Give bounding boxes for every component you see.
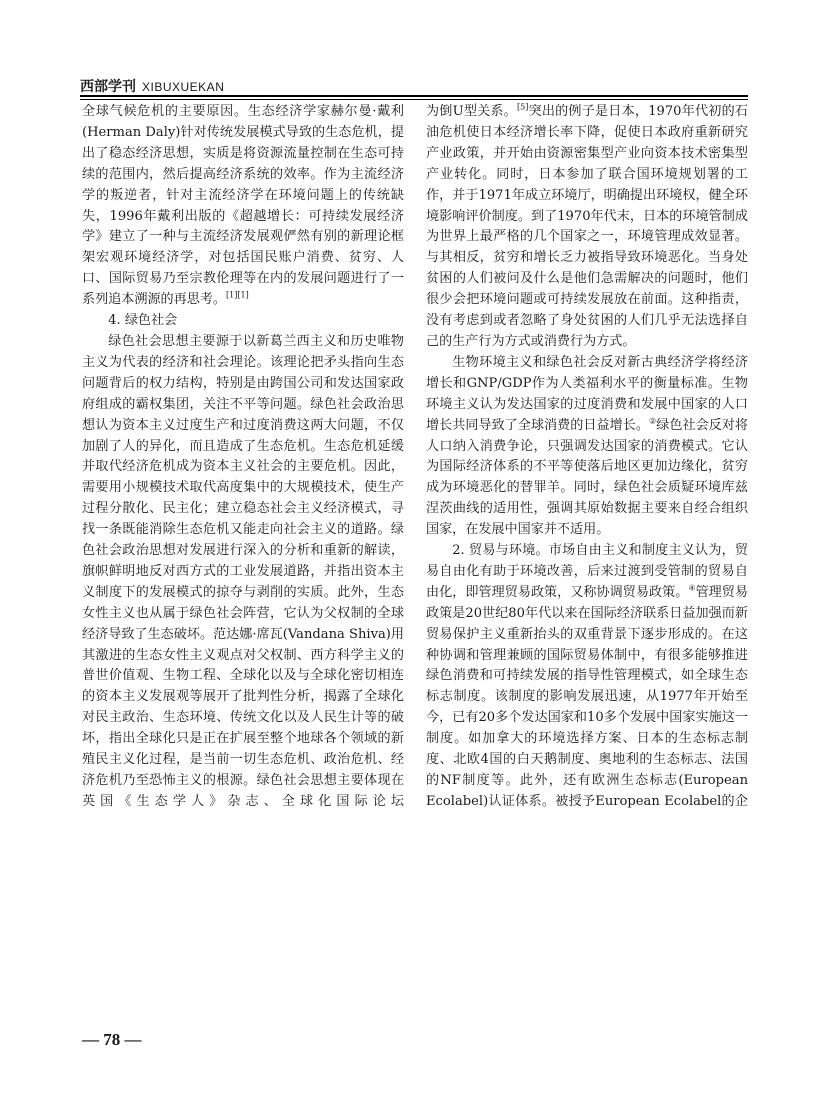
paragraph-text: 突出的例子是日本，1970年代初的石油危机使日本经济增长率下降，促使日本政府重新研究产业政策，并开始由资源密集型产业向资本技术密集型产业转化。同时，日本参加了联合国环境规划署的工作，并于1971年成立环境厅，明确提出环境权，健全环境影响评价制度。到了1970年代末，日本的环境管制成为世界上最严格的几个国家之一，环境管理成效显著。与其相反，贫穷和增长乏力被指导致环境恶化。当身处贫困的人们被问及什么是他们急需解决的问题时，他们很少会把环境问题或可持续发展放在前面。这种指责，没有考虑到或者忽略了身处贫困的人们几乎无法选择自己的生产行为方式或消费行为方式。 [426,104,748,349]
citation-marker: ② [649,416,657,426]
journal-title-pinyin: XIBUXUEKAN [142,80,225,94]
paragraph [82,332,404,812]
left-column [82,102,404,812]
paragraph-text: 生物环境主义和绿色社会反对新古典经济学将经济增长和GNP/GDP作为人类福利水平的衡量标准。生物环境主义认为发达国家的过度消费和发展中国家的人口增长共同导致了全球消费的日益增长。 [426,354,748,433]
right-column [426,102,748,812]
section-heading: 4. 绿色社会 [108,313,178,329]
paragraph [82,102,404,311]
paragraph-text: 为倒U型关系。 [426,104,517,119]
paragraph-text: 管理贸易政策是20世纪80年代以来在国际经济联系日益加强而新贸易保护主义重新抬头的双重背景下逐步形成的。在这种协调和管理兼顾的国际贸易体制中，有很多能够推进绿色消费和可持续发展的指导性管理模式，如全球生态标志制度。该制度的影响发展迅速，从1977年开始至今，已有20多个发达国家和10多个发展中国家实施这一制度。如加拿大的环境选择方案、日本的生态标志制度、北欧4国的白天鹅制度、奥地利的生态标志、法国的NF制度等。此外，还有欧洲生态标志(European Ecolabel)认证体系。被授予European Ecolabel的企 [426,584,748,809]
paragraph-text: 绿色社会反对将人口纳入消费争论，只强调发达国家的消费模式。它认为国际经济体系的不平等使落后地区更加边缘化，贫穷成为环境恶化的替罪羊。同时，绿色社会质疑环境库兹涅茨曲线的适用性，强调其原始数据主要来自经合组织国家，在发展中国家并不适用。 [426,417,748,538]
header-rule-thick [80,95,748,97]
paragraph-text: 全球气候危机的主要原因。生态经济学家赫尔曼·戴利(Herman Daly)针对传统发展模式导致的生态危机，提出了稳态经济思想，实质是将资源流量控制在生态可持续的范围内，然后提高经济系统的效率。作为主流经济学的叛逆者，针对主流经济学在环境问题上的传统缺失，1996年戴利出版的《超越增长：可持续发展经济学》建立了一种与主流经济发展观俨然有别的新理论框架宏观环境经济学，对包括国民账户消费、贫穷、人口、国际贸易乃至宗教伦理等在内的发展问题进行了一系列追本溯源的再思考。 [82,104,404,308]
paragraph [426,353,748,541]
header-rule-thin [80,99,748,100]
citation-marker: [5] [517,102,529,112]
paragraph-text: 绿色社会思想主要源于以新葛兰西主义和历史唯物主义为代表的经济和社会理论。该理论把矛头指向生态问题背后的权力结构，特别是由跨国公司和发达国家政府组成的霸权集团，关注不平等问题。绿色社会政治思想认为资本主义过度生产和过度消费这两大问题，不仅加剧了人的异化，而且造成了生态危机。生态危机延缓并取代经济危机成为资本主义社会的主要危机。因此，需要用小规模技术取代高度集中的大规模技术，使生产过程分散化、民主化；建立稳态社会主义经济模式，寻找一条既能消除生态危机又能走向社会主义的道路。绿色社会政治思想对发展进行深入的分析和重新的解读，旗帜鲜明地反对西方式的工业发展道路，并指出资本主义制度下的发展模式的掠夺与剥削的实质。此外，生态女性主义也从属于绿色社会阵营，它认为父权制的全球经济导致了生态破坏。范达娜·席瓦(Vandana Shiva)用其激进的生态女性主义观点对父权制、西方科学主义的普世价值观、生物工程、全球化以及与全球化密切相连的资本主义发展观等展开了批判性分析，揭露了全球化对民主政治、生态环境、传统文化以及人民生计等的破坏，指出全球化只是正在扩展至整个地球各个领域的新殖民主义化过程，是当前一切生态危机、政治危机、经济危机乃至恐怖主义的根源。绿色社会思想主要体现在英国《生态学人》杂志、全球化国际论坛 [82,333,404,809]
paragraph-text: 2. 贸易与环境。市场自由主义和制度主义认为，贸易自由化有助于环境改善，后来过渡到受管制的贸易自由化，即管理贸易政策，又称协调贸易政策。 [426,543,748,600]
citation-marker: [1][1] [226,290,249,300]
paragraph [426,102,748,353]
citation-marker: ④ [688,583,696,593]
journal-title: 西部学刊 [80,79,136,95]
page-number: — 78 — [82,1030,142,1049]
paragraph [426,541,748,812]
